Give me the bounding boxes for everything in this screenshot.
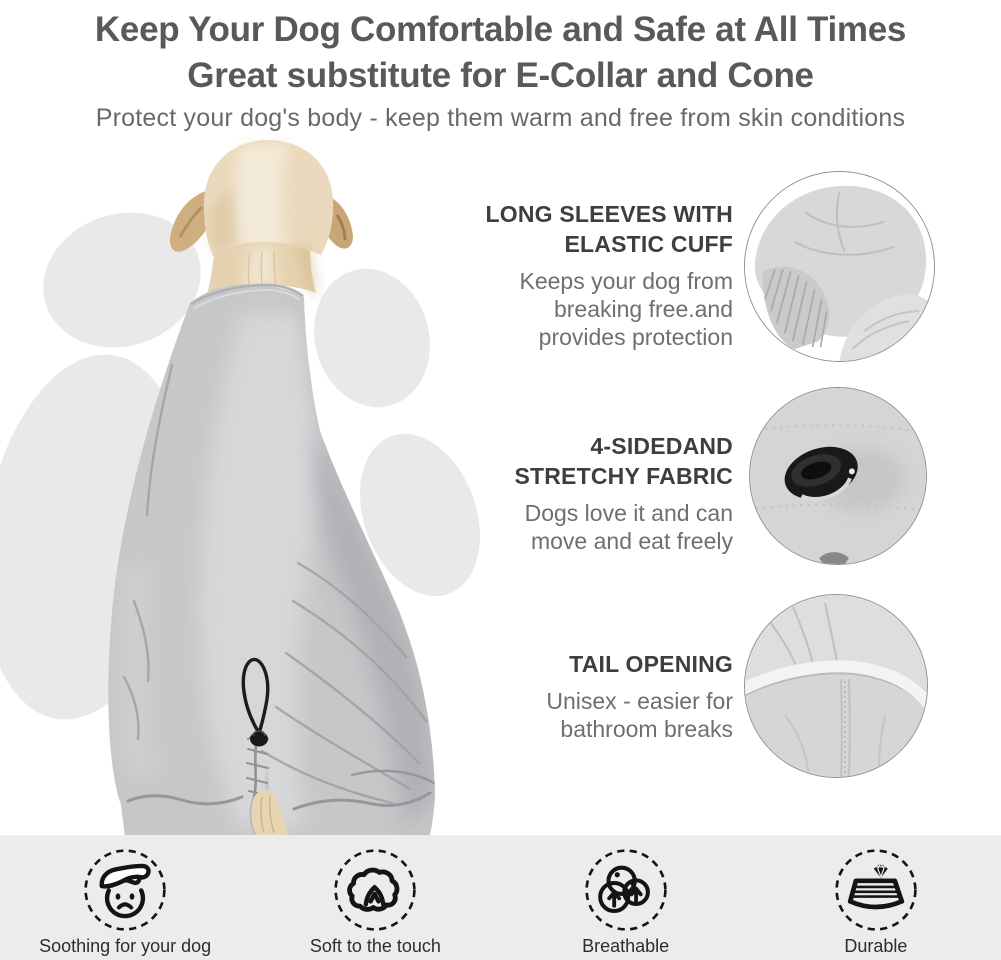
durable-fabric-diamond-icon <box>834 848 918 932</box>
breathable-clouds-arrows-icon <box>584 848 668 932</box>
dog-in-recovery-suit-photo <box>90 133 480 835</box>
feature-title-line: ELASTIC CUFF <box>564 231 733 257</box>
cotton-soft-icon <box>333 848 417 932</box>
feature-title-line: STRETCHY FABRIC <box>514 463 733 489</box>
tail-opening-closeup-photo <box>744 594 928 778</box>
headline-line1: Keep Your Dog Comfortable and Safe at All Times <box>94 10 907 49</box>
benefit-breathable <box>501 835 751 960</box>
feature-body-line: Unisex - easier for <box>546 688 733 714</box>
benefits-bar <box>0 835 1001 960</box>
benefit-durable <box>751 835 1001 960</box>
sleeve-cuff-closeup-photo <box>744 171 935 362</box>
header <box>0 7 1001 133</box>
feature-title-line: 4-SIDEDAND <box>590 433 733 459</box>
soothing-dog-face-icon <box>83 848 167 932</box>
feature-body-line: Keeps your dog from <box>519 268 733 294</box>
feature-body-line: Dogs love it and can <box>524 500 733 526</box>
cord-toggle <box>250 732 268 747</box>
feature-body-line: bathroom breaks <box>560 716 733 742</box>
headline-line2: Great substitute for E-Collar and Cone <box>187 56 814 95</box>
feature-title-line: LONG SLEEVES WITH <box>485 201 733 227</box>
benefit-label: Durable <box>844 936 908 956</box>
feature-long-sleeves <box>486 199 733 351</box>
fabric-toggle-closeup-photo <box>749 387 927 565</box>
feature-body-line: move and eat freely <box>530 528 733 554</box>
feature-body <box>486 267 733 351</box>
feature-body <box>514 499 733 555</box>
feature-body <box>546 687 733 743</box>
benefit-label: Soothing for your dog <box>39 936 212 956</box>
benefit-soft <box>250 835 500 960</box>
feature-title-line: TAIL OPENING <box>569 651 733 677</box>
feature-body-line: provides protection <box>538 324 733 350</box>
feature-tail-opening <box>546 649 733 743</box>
benefit-label: Soft to the touch <box>309 936 441 956</box>
benefit-soothing <box>0 835 250 960</box>
feature-body-line: breaking free.and <box>553 296 733 322</box>
benefit-label: Breathable <box>582 936 670 956</box>
feature-stretchy-fabric <box>514 431 733 555</box>
subtitle: Protect your dog's body - keep them warm and free from skin conditions <box>95 104 906 132</box>
